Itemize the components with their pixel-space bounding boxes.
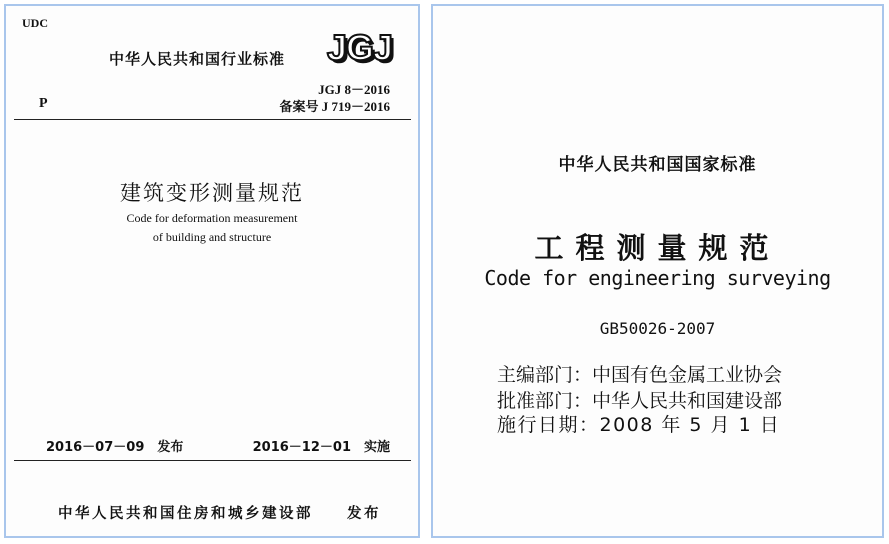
right-cover-page: [431, 4, 884, 538]
title-english: Code for engineering surveying: [484, 266, 831, 290]
code-number: JGJ 8－2016: [318, 82, 390, 97]
publisher: 中华人民共和国住房和城乡建设部 发布: [58, 506, 381, 522]
standard-category: 中华人民共和国国家标准: [558, 155, 757, 175]
filing-number: 备案号 J 719－2016: [279, 99, 390, 114]
approved-by: 批准部门：中华人民共和国建设部: [497, 390, 783, 412]
chief-editor: 主编部门：中国有色金属工业协会: [497, 364, 783, 386]
title-english-line2: of building and structure: [152, 230, 272, 244]
bottom-divider: [14, 460, 411, 461]
implement-date: 2016－12－01 实施: [252, 440, 390, 455]
issue-date: 2016－07－09 发布: [46, 440, 184, 455]
title-english-line1: Code for deformation measurement: [126, 211, 298, 225]
standard-number: GB50026-2007: [599, 319, 716, 338]
effective-date: 施行日期：2008 年 5 月 1 日: [497, 414, 781, 436]
standard-category: 中华人民共和国行业标准: [109, 50, 286, 68]
top-divider: [14, 119, 411, 120]
jgj-logo: JGJ: [326, 27, 392, 68]
left-cover-page: [4, 4, 420, 538]
title-chinese: 建筑变形测量规范: [120, 181, 304, 205]
p-mark: P: [39, 96, 48, 111]
title-chinese: 工程测量规范: [534, 231, 781, 265]
udc-label: UDC: [22, 16, 48, 30]
